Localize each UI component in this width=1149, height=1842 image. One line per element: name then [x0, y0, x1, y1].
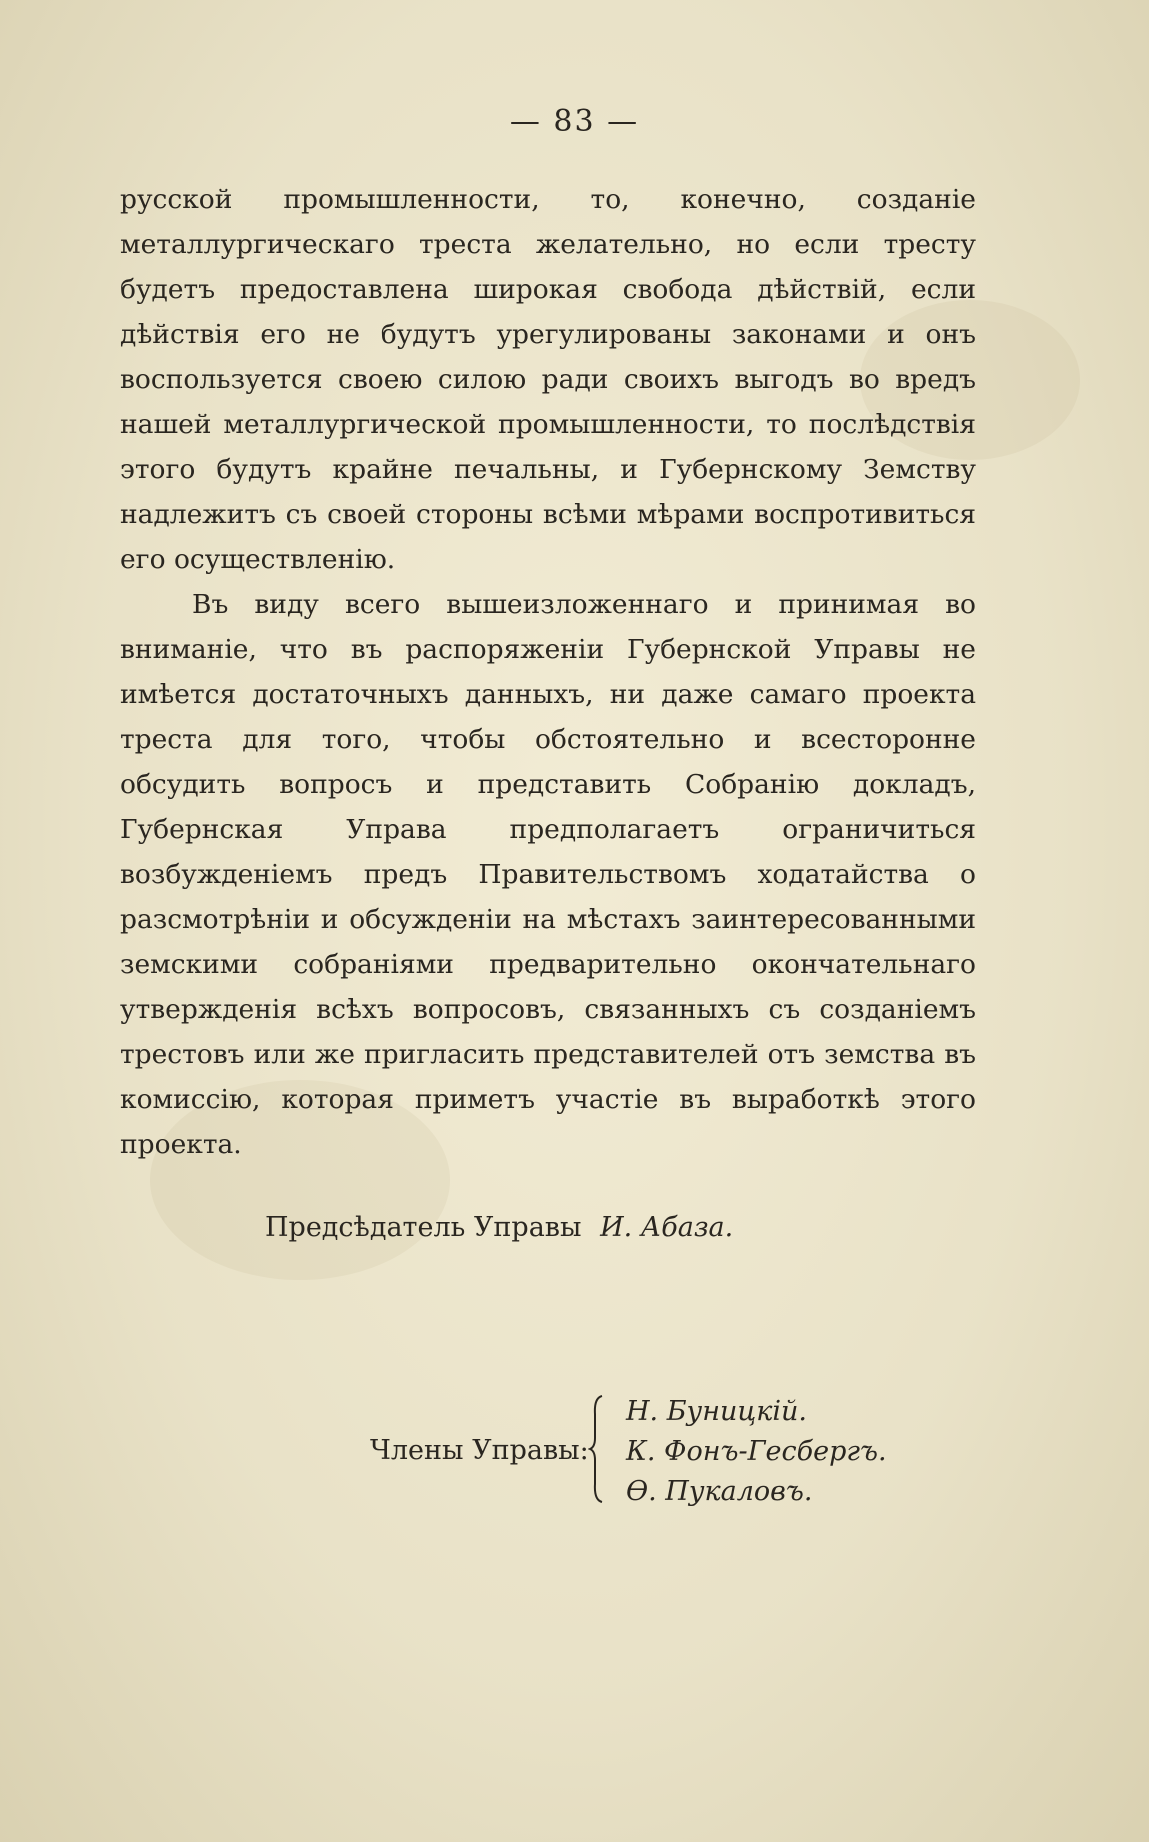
member-name: Ѳ. Пукаловъ.: [626, 1476, 813, 1507]
chairman-label: Предсѣдатель Управы: [265, 1212, 582, 1243]
paragraph: русской промышленности, то, конечно, созданіе металлургическаго треста желательно, но если тресту будетъ предоставлена широкая свобода дѣйствій, если дѣйствія его не будутъ урегулированы законами и онъ воспользуется своею силою ради своихъ выгодъ во вредъ нашей металлургической промышленности, то послѣдствія этого будутъ крайне печальны, и Губернскому Земству надлежитъ съ своей стороны всѣми мѣрами воспротивиться его осуществленію.: [120, 184, 976, 575]
member-name: Н. Буницкій.: [626, 1396, 807, 1427]
paragraph: Въ виду всего вышеизложеннаго и принимая во вниманіе, что въ распоряженіи Губернской Управы не имѣется достаточныхъ данныхъ, ни даже самаго проекта треста для того, чтобы обстоятельно и всесторонне обсудить вопросъ и представить Собранію докладъ, Губернская Управа предполагаетъ ограничиться возбужденіемъ предъ Правительствомъ ходатайства о разсмотрѣніи и обсужденіи на мѣстахъ заинтересованными земскими собраніями предварительно окончательнаго утвержденія всѣхъ вопросовъ, связанныхъ съ созданіемъ трестовъ или же пригласить представителей отъ земства въ комиссію, которая приметъ участіе въ выработкѣ этого проекта.: [120, 589, 976, 1160]
member-name: К. Фонъ-Гесбергъ.: [626, 1436, 887, 1467]
chairman-signature: [265, 1212, 733, 1243]
page-number: — 83 —: [509, 104, 640, 139]
body-text: [120, 177, 976, 1167]
chairman-name: И. Абаза.: [600, 1212, 734, 1243]
curly-brace-icon: [588, 1394, 608, 1504]
members-list: [626, 1392, 887, 1512]
members-label: Члены Управы:: [370, 1435, 589, 1466]
